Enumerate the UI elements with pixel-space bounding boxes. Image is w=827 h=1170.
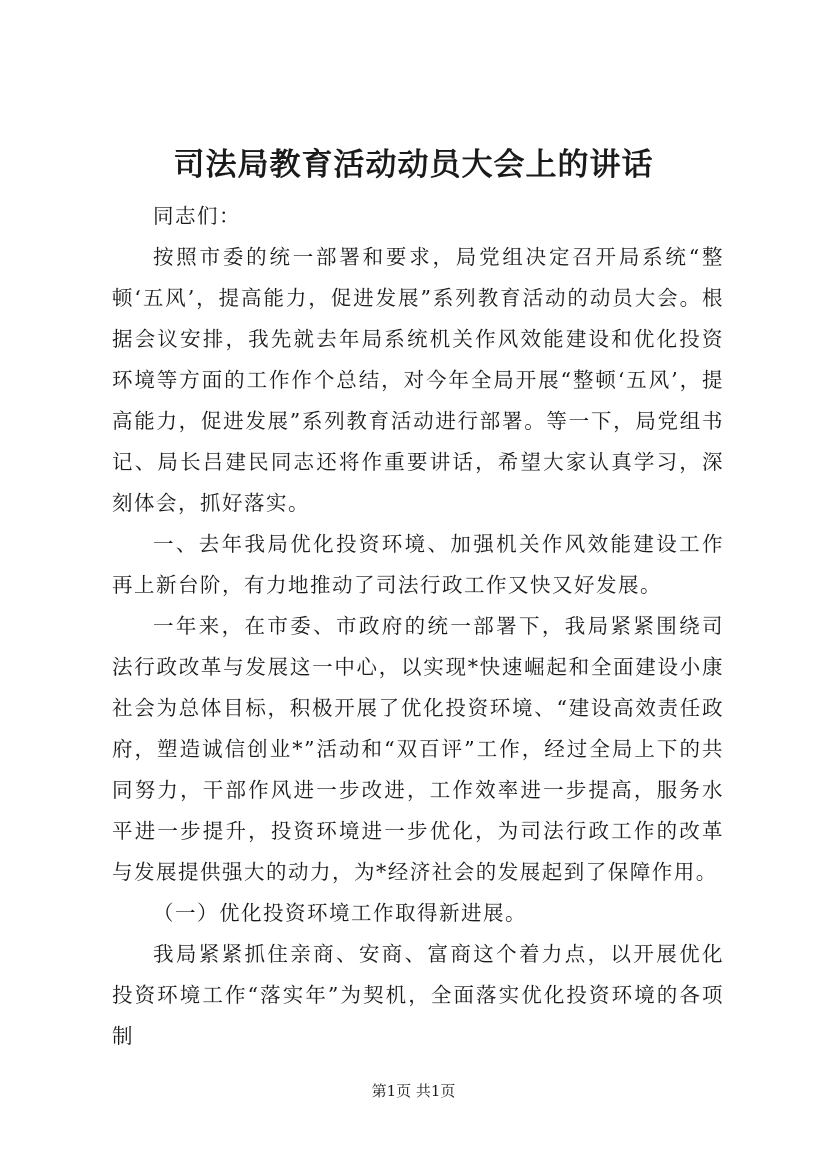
subsection-heading-1: （一）优化投资环境工作取得新进展。 [153,901,527,925]
page-footer: 第1页 共1页 [371,1082,456,1100]
summary-paragraph: 一年来，在市委、市政府的统一部署下，我局紧紧围绕司法行政改革与发展这一中心，以实现*快速崛起和全面建设小康社会为总体目标，积极开展了优化投资环境、“建设高效责任政府，塑造诚信创业*”活动和“双百评”工作，经过全局上下的共同努力，干部作风进一步改进，工作效率进一步提高，服务水平进一步提升，投资环境进一步优化，为司法行政工作的改革与发展提供强大的动力，为*经济社会的发展起到了保障作用。 [112,614,724,884]
section-heading-1: 一、去年我局优化投资环境、加强机关作风效能建设工作再上新台阶，有力地推动了司法行政工作又快又好发展。 [112,532,724,597]
page-title: 司法局教育活动动员大会上的讲话 [173,147,654,183]
investment-paragraph: 我局紧紧抓住亲商、安商、富商这个着力点，以开展优化投资环境工作“落实年”为契机，全面落实优化投资环境的各项制 [112,942,724,1048]
intro-paragraph: 按照市委的统一部署和要求，局党组决定召开局系统“整顿‘五风’，提高能力，促进发展”系列教育活动的动员大会。根据会议安排，我先就去年局系统机关作风效能建设和优化投资环境等方面的工作作个总结，对今年全局开展“整顿‘五风’，提高能力，促进发展”系列教育活动进行部署。等一下，局党组书记、局长吕建民同志还将作重要讲话，希望大家认真学习，深刻体会，抓好落实。 [112,245,724,515]
salutation-paragraph: 同志们： [153,204,241,228]
document-body [112,196,724,1057]
